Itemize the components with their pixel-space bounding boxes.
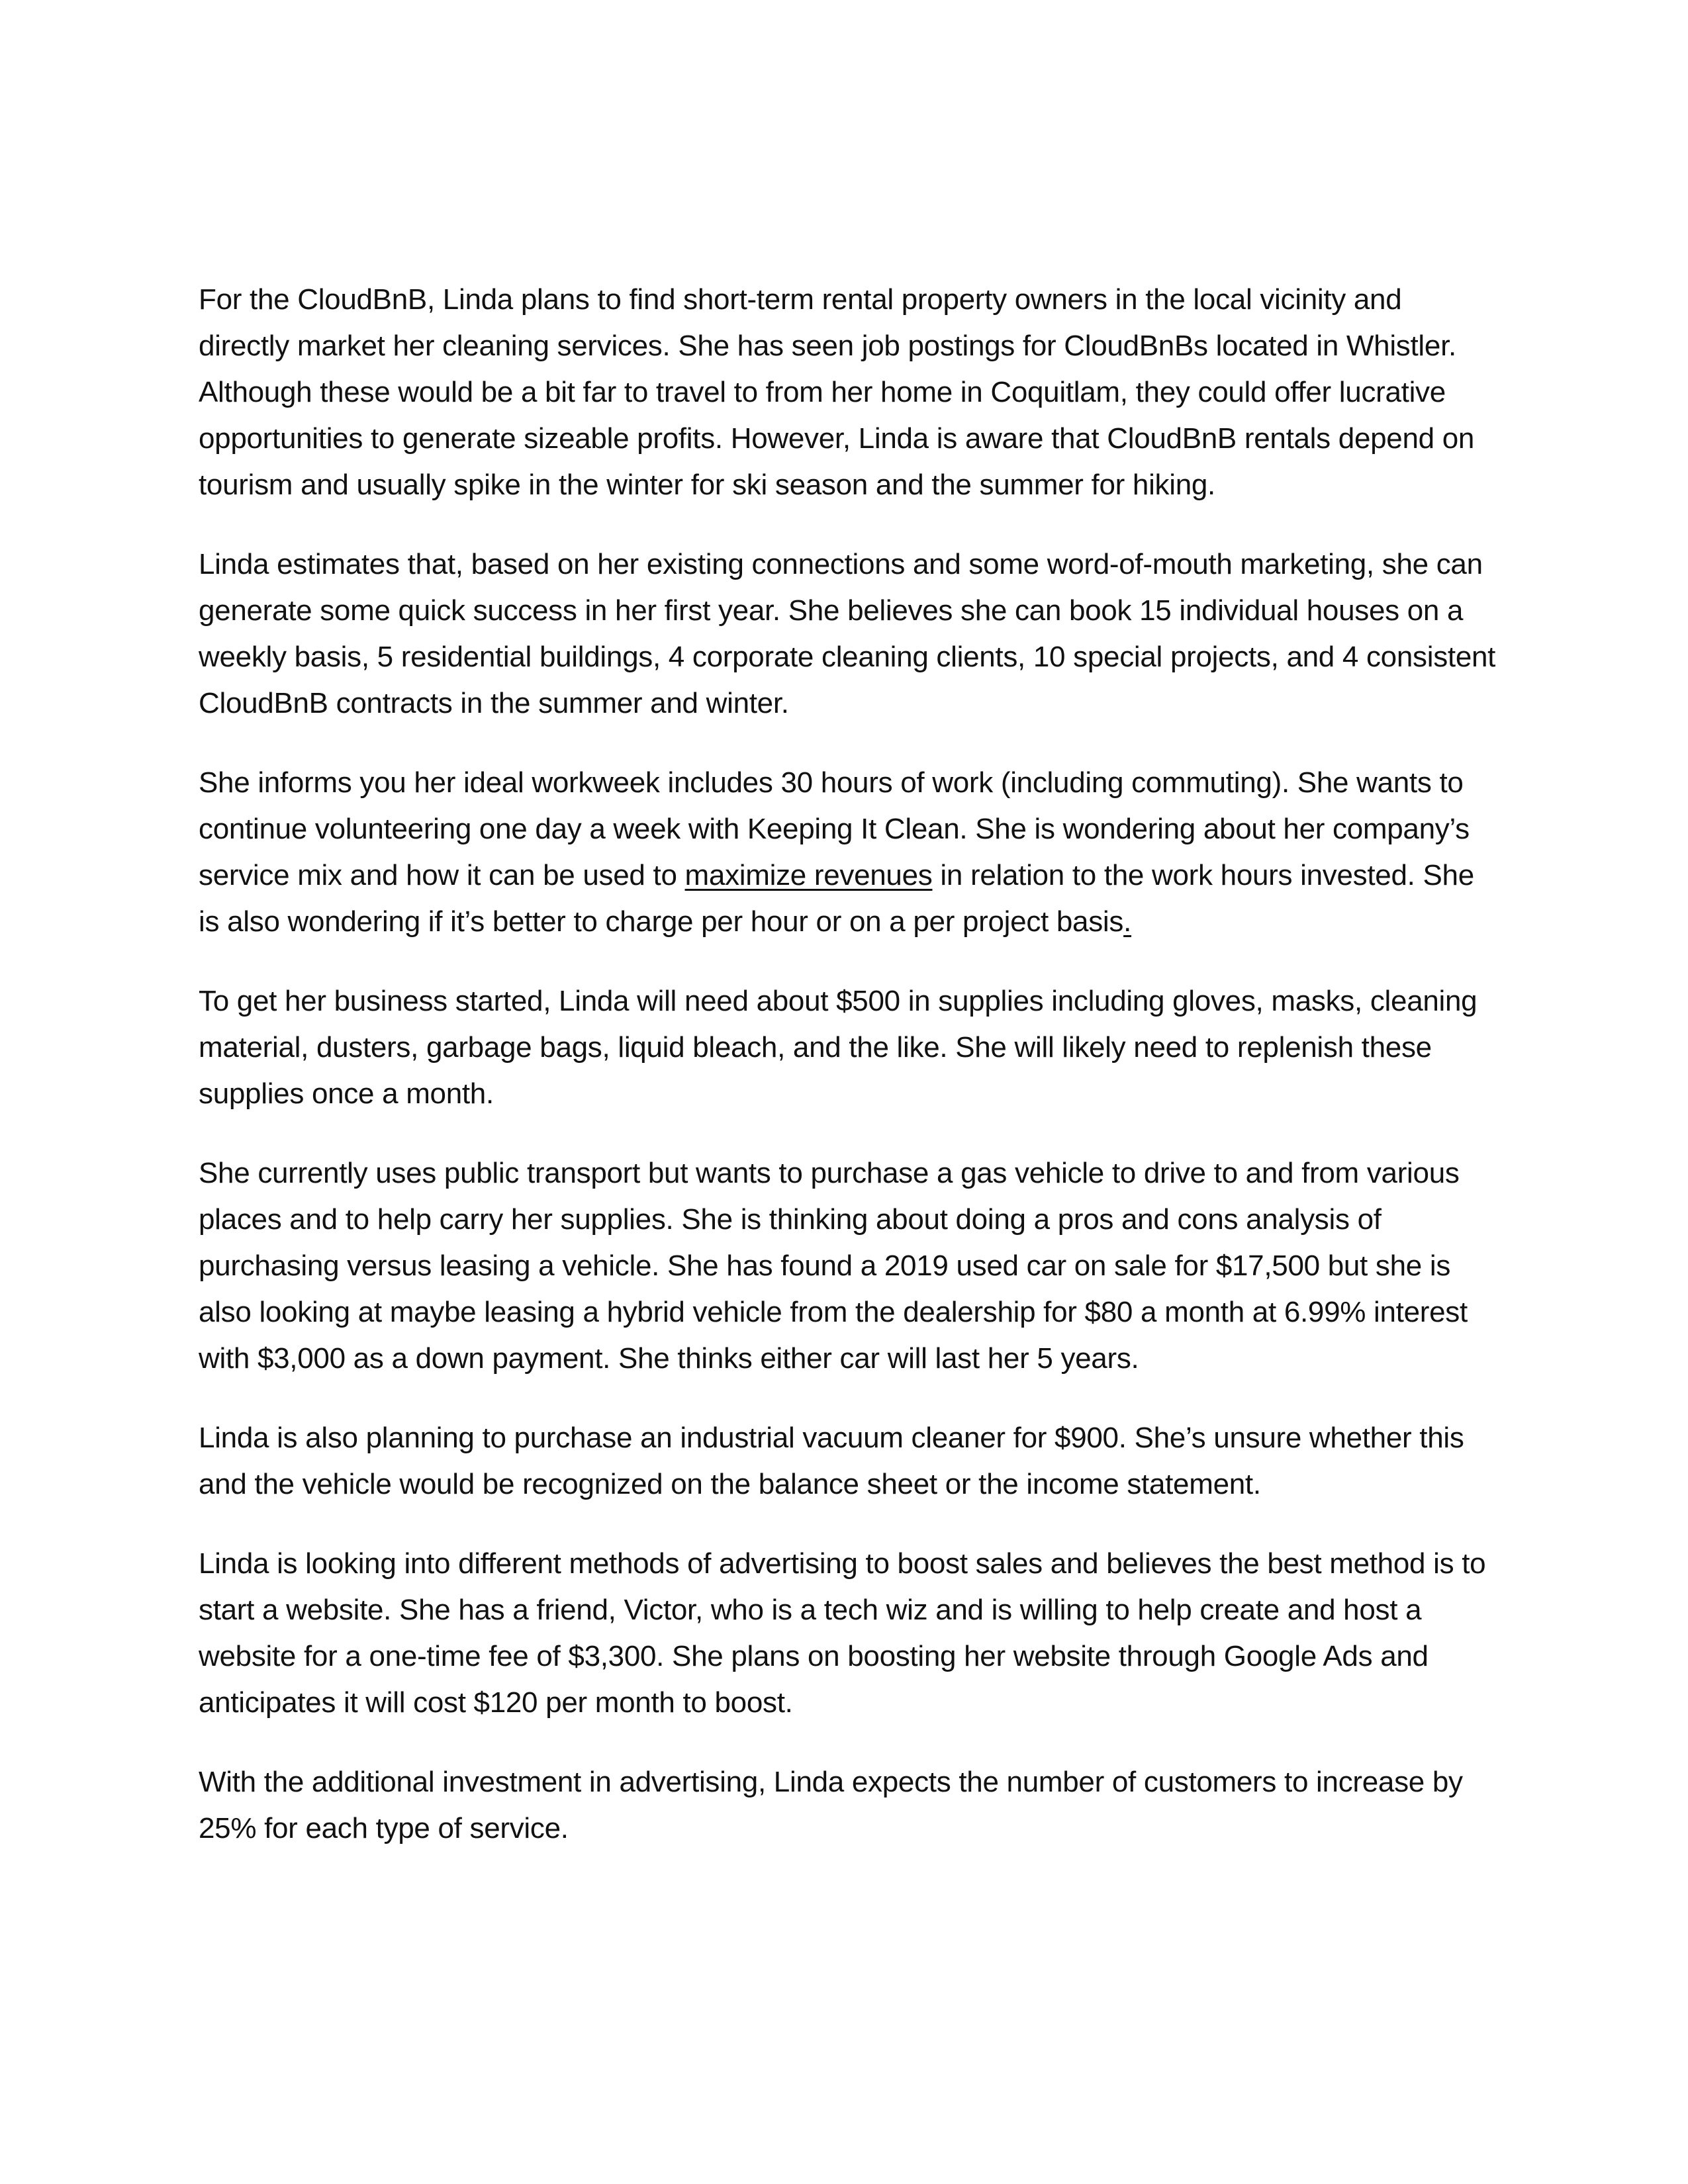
paragraph-workweek-part2: in relation to the work hours invested. She is also wondering if it’s better to charge per hour or on a per project basis <box>199 859 1474 938</box>
document-body <box>199 277 1496 1885</box>
paragraph-vehicle: She currently uses public transport but wants to purchase a gas vehicle to drive to and from various places and to help carry her supplies. She is thinking about doing a pros and cons analysis of purchasing versus leasing a vehicle. She has found a 2019 used car on sale for $17,500 but she is also looking at maybe leasing a hybrid vehicle from the dealership for $80 a month at 6.99% interest with $3,000 as a down payment. She thinks either car will last her 5 years. <box>199 1157 1468 1375</box>
paragraph-first-year-estimates: Linda estimates that, based on her existing connections and some word-of-mouth marketing, she can generate some quick success in her first year. She believes she can book 15 individual houses on a weekly basis, 5 residential buildings, 4 corporate cleaning clients, 10 special projects, and 4 consistent CloudBnB contracts in the summer and winter. <box>199 548 1496 719</box>
paragraph-cloudbnb: For the CloudBnB, Linda plans to find short-term rental property owners in the local vicinity and directly market her cleaning services. She has seen job postings for CloudBnBs located in Whistler. Although these would be a bit far to travel to from her home in Coquitlam, they could offer lucrative opportunities to generate sizeable profits. However, Linda is aware that CloudBnB rentals depend on tourism and usually spike in the winter for ski season and the summer for hiking. <box>199 283 1475 501</box>
paragraph-vacuum-cleaner: Linda is also planning to purchase an industrial vacuum cleaner for $900. She’s unsure whether this and the vehicle would be recognized on the balance sheet or the income statement. <box>199 1422 1464 1500</box>
underlined-period: . <box>1123 905 1132 938</box>
paragraph-advertising: Linda is looking into different methods of advertising to boost sales and believes the best method is to start a website. She has a friend, Victor, who is a tech wiz and is willing to help create and host a website for a one-time fee of $3,300. She plans on boosting her website through Google Ads and anticipates it will cost $120 per month to boost. <box>199 1547 1486 1719</box>
paragraph-customer-increase: With the additional investment in advertising, Linda expects the number of customers to increase by 25% for each type of service. <box>199 1766 1463 1844</box>
underlined-maximize-revenues: maximize revenues <box>684 859 933 891</box>
paragraph-workweek-part1: She informs you her ideal workweek includes 30 hours of work (including commuting). She wants to continue volunteering one day a week with Keeping It Clean. She is wondering about her company’s service mix and how it can be used to <box>199 766 1470 891</box>
paragraph-supplies: To get her business started, Linda will need about $500 in supplies including gloves, masks, cleaning material, dusters, garbage bags, liquid bleach, and the like. She will likely need to replenish these supplies once a month. <box>199 985 1477 1110</box>
paragraph-workweek <box>199 760 1496 945</box>
